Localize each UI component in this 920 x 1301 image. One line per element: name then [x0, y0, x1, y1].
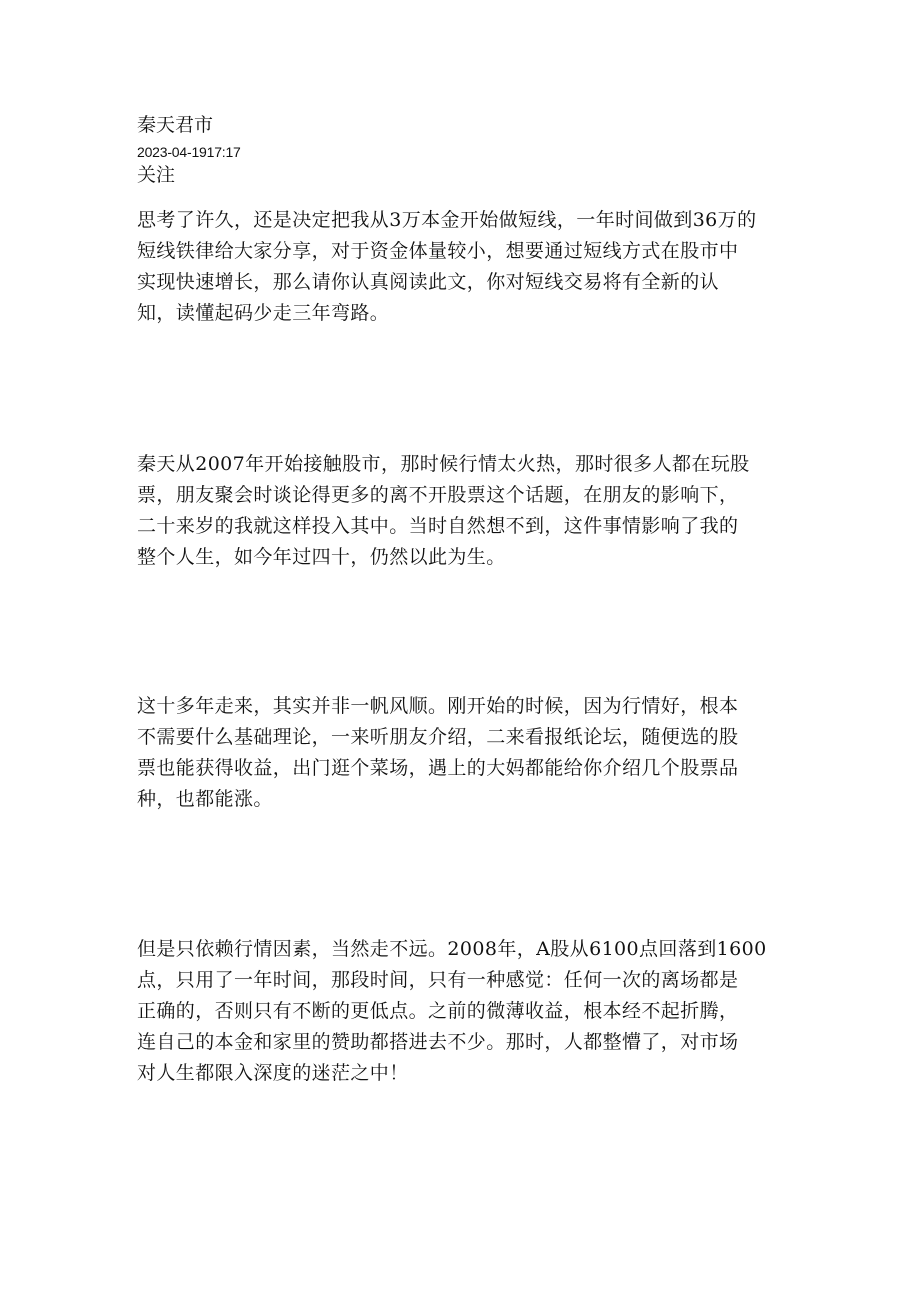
- paragraph-line: 不需要什么基础理论，一来听朋友介绍，二来看报纸论坛，随便选的股: [137, 726, 739, 748]
- paragraph-line: 整个人生，如今年过四十，仍然以此为生。: [137, 546, 506, 568]
- article-paragraph-1: [137, 205, 773, 329]
- article-paragraph-3: [137, 691, 773, 815]
- follow-button[interactable]: 关注: [137, 164, 176, 186]
- author-name[interactable]: 秦天君市: [137, 114, 214, 136]
- paragraph-line: 票也能获得收益，出门逛个菜场，遇上的大妈都能给你介绍几个股票品: [137, 757, 739, 779]
- paragraph-line: 思考了许久，还是决定把我从3万本金开始做短线，一年时间做到36万的: [137, 209, 757, 231]
- article-paragraph-2: [137, 449, 773, 573]
- article-paragraph-4: [137, 934, 773, 1089]
- publish-date: 2023-04-1917:17: [137, 144, 241, 160]
- paragraph-line: 对人生都限入深度的迷茫之中！: [137, 1062, 409, 1084]
- paragraph-line: 短线铁律给大家分享，对于资金体量较小，想要通过短线方式在股市中: [137, 240, 739, 262]
- paragraph-line: 正确的，否则只有不断的更低点。之前的微薄收益，根本经不起折腾，: [137, 1000, 739, 1022]
- paragraph-line: 二十来岁的我就这样投入其中。当时自然想不到，这件事情影响了我的: [137, 515, 739, 537]
- paragraph-line: 点，只用了一年时间，那段时间，只有一种感觉：任何一次的离场都是: [137, 969, 739, 991]
- paragraph-line: 连自己的本金和家里的赞助都搭进去不少。那时，人都整懵了，对市场: [137, 1031, 739, 1053]
- paragraph-line: 票，朋友聚会时谈论得更多的离不开股票这个话题，在朋友的影响下，: [137, 484, 739, 506]
- paragraph-line: 知，读懂起码少走三年弯路。: [137, 302, 390, 324]
- paragraph-line: 实现快速增长，那么请你认真阅读此文，你对短线交易将有全新的认: [137, 271, 720, 293]
- paragraph-line: 这十多年走来，其实并非一帆风顺。刚开始的时候，因为行情好，根本: [137, 695, 739, 717]
- paragraph-line: 种，也都能涨。: [137, 788, 273, 810]
- paragraph-line: 秦天从2007年开始接触股市，那时候行情太火热，那时很多人都在玩股: [137, 453, 750, 475]
- paragraph-line: 但是只依赖行情因素，当然走不远。2008年，A股从6100点回落到1600: [137, 938, 767, 960]
